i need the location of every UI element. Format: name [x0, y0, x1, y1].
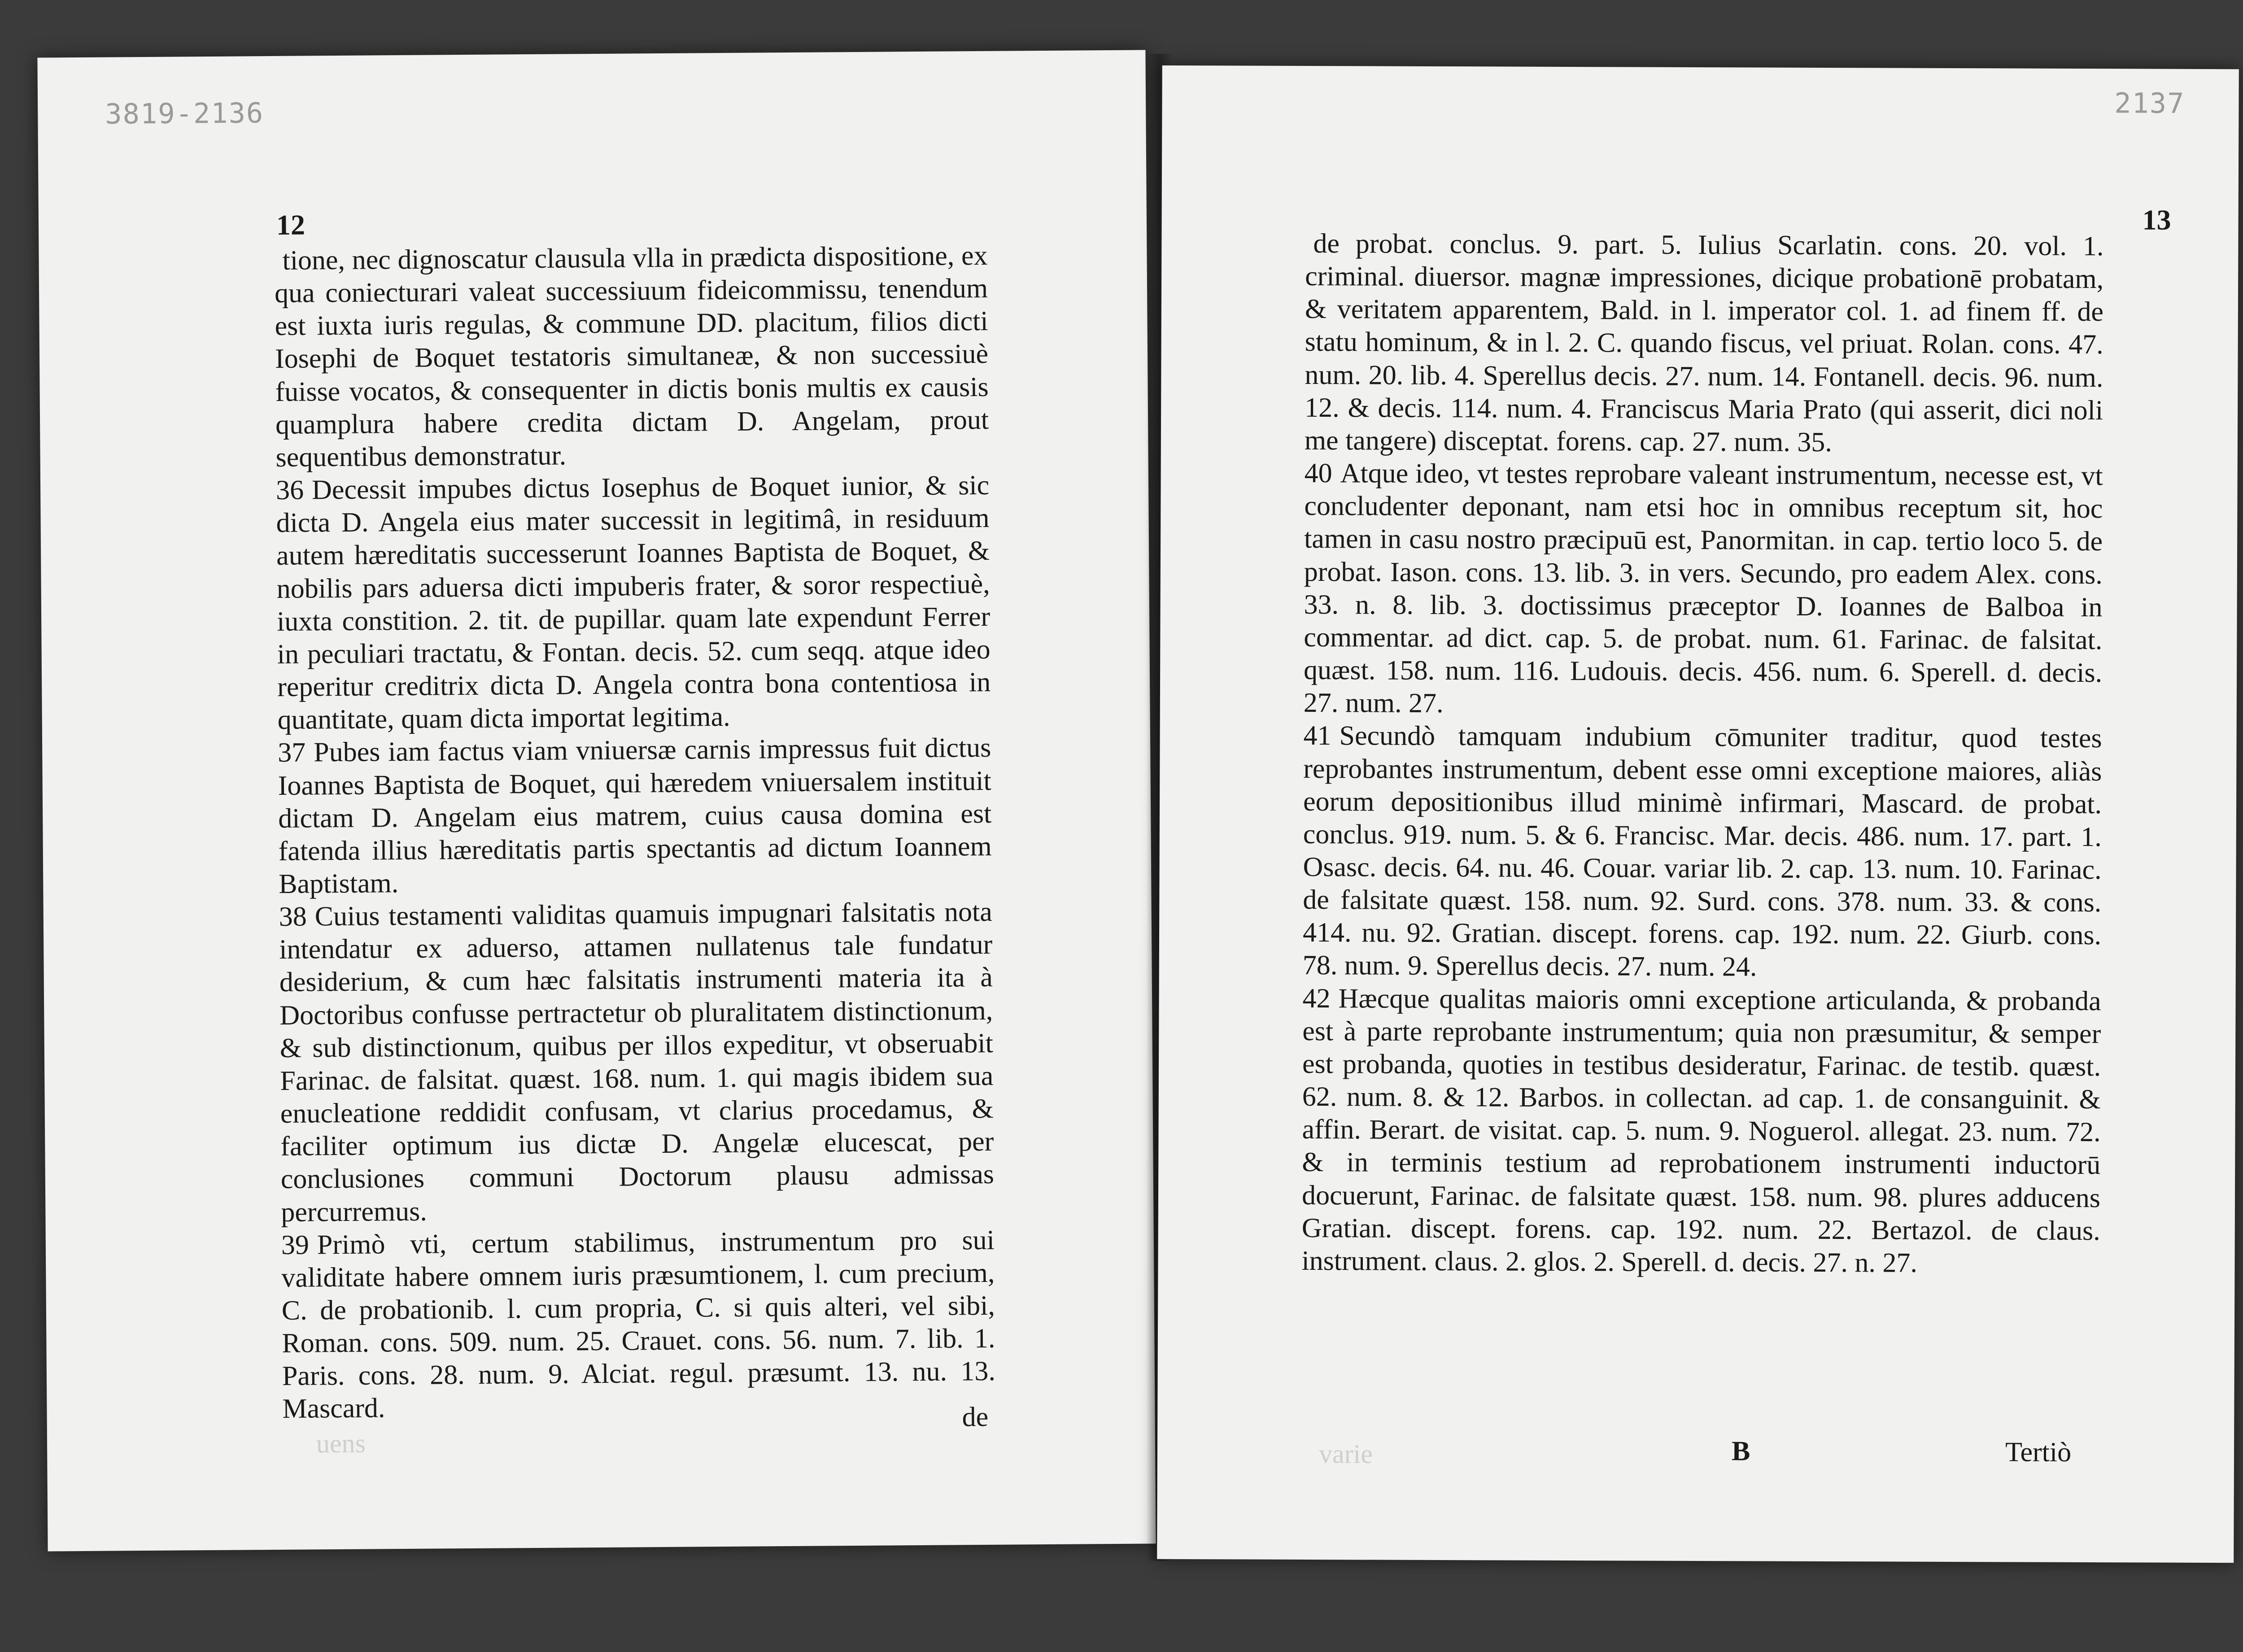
- signature-mark: B: [1731, 1436, 1750, 1467]
- right-paragraph: [1303, 719, 2102, 985]
- right-paragraph: [1304, 457, 2103, 722]
- paragraph-number: 36: [275, 475, 304, 506]
- paragraph-text: Primò vti, certum stabilimus, instrumentum pro sui validitate habere omnem iuris præsumtionem, l. cum precium, C. de probationib. l. cum propria, C. si quis alteri, vel sibi, Roman. cons. 509. num. 25. Crauet. cons. 56. num. 7. lib. 1. Paris. cons. 28. num. 9. Alciat. regul. præsumt. 13. nu. 13. Mascard.: [281, 1225, 996, 1425]
- paragraph-text: Secundò tamquam indubium cōmuniter traditur, quod testes reprobantes instrumentum, debent esse omni exceptione maiores, aliàs eorum depositionibus illud minimè infirmari, Mascard. de probat. conclus. 919. num. 5. & 6. Francisc. Mar. decis. 486. num. 17. part. 1. Osasc. decis. 64. nu. 46. Couar. variar lib. 2. cap. 13. num. 10. Farinac. de falsitate quæst. 158. num. 92. Surd. cons. 378. num. 33. & cons. 414. nu. 92. Gratian. discept. forens. cap. 192. num. 22. Giurb. cons. 78. num. 9. Sperellus decis. 27. num. 24.: [1302, 720, 2102, 982]
- left-page: [37, 50, 1156, 1551]
- left-paragraph: [279, 896, 995, 1229]
- left-catchword: de: [962, 1401, 989, 1433]
- paragraph-number: 37: [278, 737, 306, 768]
- paragraph-text: Pubes iam factus viam vniuersæ carnis impressus fuit dictus Ioannes Baptista de Boquet, qui hæredem vniuersalem instituit dictam D. Angelam eius matrem, cuius causa domina est fatenda illius hæreditatis partis spectantis ad dictum Ioannem Baptistam.: [278, 732, 992, 899]
- paragraph-number: 39: [281, 1229, 310, 1260]
- left-page-text: [274, 240, 995, 1426]
- left-paragraph: [274, 240, 989, 474]
- paragraph-text: Hæcque qualitas maioris omni exceptione articulanda, & probanda est à parte reprobante instrumentum; quia non præsumitur, & semper est probanda, quoties in testibus desideratur, Farinac. de testib. quæst. 62. num. 8. & 12. Barbos. in collectan. ad cap. 1. de consanguinit. & affin. Berart. de visitat. cap. 5. num. 9. Noguerol. allegat. 23. num. 72. & in terminis testium ad reprobationem instrumenti inductorū docuerunt, Farinac. de falsitate quæst. 158. num. 98. plures adducens Gratian. discept. forens. cap. 192. num. 22. Bertazol. de claus. instrument. claus. 2. glos. 2. Sperell. d. decis. 27. n. 27.: [1301, 983, 2101, 1278]
- paragraph-text: Atque ideo, vt testes reprobare valeant instrumentum, necesse est, vt concludenter deponant, nam etsi hoc in omnibus receptum sit, hoc tamen in casu nostro præcipuū est, Panormitan. in cap. tertio loco 5. de probat. Iason. cons. 13. lib. 3. in vers. Secundo, pro eadem Alex. cons. 33. n. 8. lib. 3. doctissimus præceptor D. Ioannes de Balboa in commentar. ad dict. cap. 5. de probat. num. 61. Farinac. de falsitat. quæst. 158. num. 116. Ludouis. decis. 456. num. 6. Sperell. d. decis. 27. num. 27.: [1303, 458, 2103, 719]
- paragraph-text: tione, nec dignoscatur clausula vlla in prædicta dispositione, ex qua coniecturari valeat successiuum fideicommissu, tenendum est iuxta iuris regulas, & commune DD. placitum, filios dicti Iosephi de Boquet testatoris simultaneæ, & non successiuè fuisse vocatos, & consequenter in dictis bonis multis ex causis quamplura habere credita dictam D. Angelam, prout sequentibus demonstratur.: [274, 240, 989, 473]
- paragraph-number: 41: [1303, 720, 1331, 751]
- left-paragraph: [278, 732, 992, 901]
- right-page: [1157, 65, 2239, 1563]
- left-paragraph: [281, 1224, 996, 1426]
- left-folio-note: 3819-2136: [105, 96, 264, 131]
- right-catchword: Tertiò: [2005, 1437, 2072, 1468]
- left-bleed-through: uens: [316, 1428, 366, 1459]
- right-paragraph: [1305, 227, 2104, 460]
- right-folio-note: 2137: [2114, 87, 2185, 120]
- right-page-number: 13: [2142, 204, 2171, 236]
- paragraph-text: Cuius testamenti validitas quamuis impugnari falsitatis nota intendatur ex aduerso, attamen nullatenus tale fundatur desiderium, & cum hæc falsitatis instrumenti materia ita à Doctoribus confusse pertractetur ob pluralitatem distinctionum, & sub distinctionum, quibus per illos expeditur, vt obseruabit Farinac. de falsitat. quæst. 168. num. 1. qui magis ibidem sua enucleatione reddidit confusam, vt clarius procedamus, & faciliter optimum ius dictæ D. Angelæ elucescat, per conclusiones communi Doctorum plausu admissas percurremus.: [279, 896, 995, 1228]
- paragraph-number: 42: [1302, 983, 1331, 1014]
- right-page-text: [1301, 227, 2103, 1280]
- left-paragraph: [276, 469, 991, 737]
- paragraph-number: 40: [1304, 458, 1332, 489]
- paragraph-text: de probat. conclus. 9. part. 5. Iulius Scarlatin. cons. 20. vol. 1. criminal. diuersor. magnæ impressiones, dicique probationē probatam, & veritatem apparentem, Bald. in l. imperator col. 1. ad finem ff. de statu hominum, & in l. 2. C. quando fiscus, vel priuat. Rolan. cons. 47. num. 20. lib. 4. Sperellus decis. 27. num. 14. Fontanell. decis. 96. num. 12. & decis. 114. num. 4. Franciscus Maria Prato (qui asserit, dici noli me tangere) disceptat. forens. cap. 27. num. 35.: [1304, 228, 2104, 458]
- paragraph-text: Decessit impubes dictus Iosephus de Boquet iunior, & sic dicta D. Angela eius mater successit in legitimâ, in residuum autem hæreditatis successerunt Ioannes Baptista de Boquet, & nobilis pars aduersa dicti impuberis frater, & soror respectiuè, iuxta constition. 2. tit. de pupillar. quam late expendunt Ferrer in peculiari tractatu, & Fontan. decis. 52. cum seqq. atque ideo reperitur creditrix dicta D. Angela contra bona contentiosa in quantitate, quam dicta importat legitima.: [276, 470, 991, 736]
- right-paragraph: [1301, 982, 2101, 1281]
- left-page-number: 12: [276, 209, 305, 241]
- right-bleed-through: varie: [1318, 1439, 1373, 1469]
- paragraph-number: 38: [279, 901, 307, 933]
